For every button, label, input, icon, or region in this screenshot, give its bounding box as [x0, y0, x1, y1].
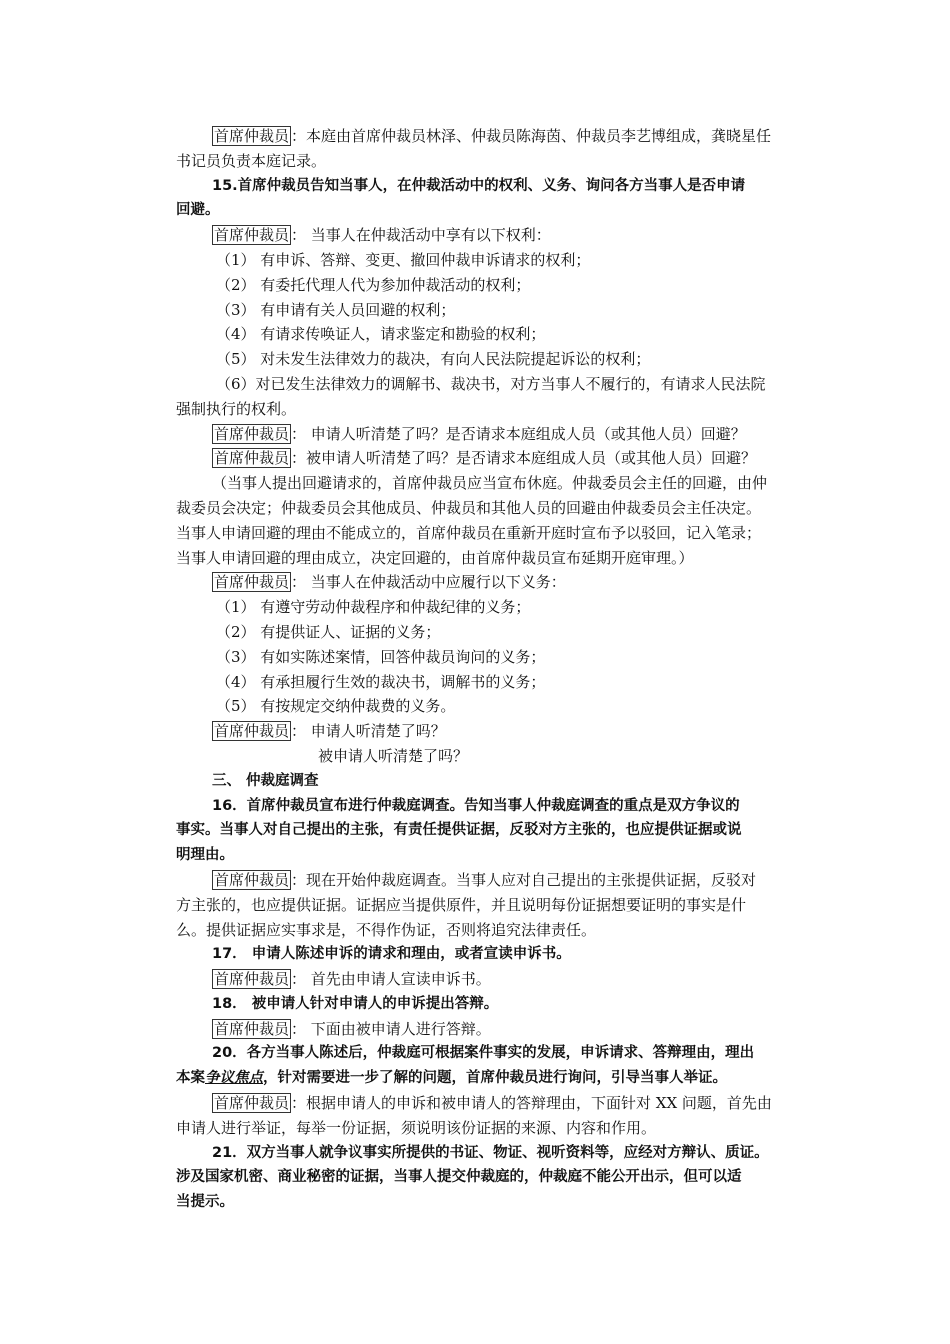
statement-line: 首席仲裁员 ： 申请人听清楚了吗？ [214, 722, 446, 741]
role-label: 首席仲裁员 [214, 1094, 290, 1113]
heading-20: 20．各方当事人陈述后，仲裁庭可根据案件事实的发展，申诉请求、答辩理由，理出 [212, 1045, 755, 1062]
role-label: 首席仲裁员 [214, 573, 290, 592]
statement-line: 首席仲裁员 ： 下面由被申请人进行答辩。 [214, 1019, 491, 1038]
role-label: 首席仲裁员 [214, 870, 290, 889]
heading-15-cont: 回避。 [176, 202, 220, 219]
note-line: 裁委员会决定；仲裁委员会其他成员、仲裁员和其他人员的回避由仲裁委员会主任决定。 [176, 498, 762, 517]
heading-17: 17． 申请人陈述申诉的请求和理由，或者宣读申诉书。 [212, 946, 571, 963]
statement-line: 首席仲裁员 ：根据申请人的申诉和被申请人的答辩理由，下面针对 XX 问题，首先由 [214, 1094, 772, 1113]
list-item: （4） 有请求传唤证人，请求鉴定和勘验的权利； [216, 325, 546, 344]
heading-16: 16．首席仲裁员宣布进行仲裁庭调查。告知当事人仲裁庭调查的重点是双方争议的 [212, 797, 740, 814]
statement-line: 书记员负责本庭记录。 [176, 151, 327, 170]
keyword-dispute-focus: 争议焦点 [205, 1070, 263, 1087]
list-item: （4） 有承担履行生效的裁决书，调解书的义务； [216, 672, 546, 691]
statement-line: 首席仲裁员 ： 申请人听清楚了吗？是否请求本庭组成人员（或其他人员）回避？ [214, 424, 746, 443]
statement-line: 方主张的，也应提供证据。证据应当提供原件，并且说明每份证据想要证明的事实是什 [176, 895, 747, 914]
list-item: （1） 有申诉、答辩、变更、撤回仲裁申诉请求的权利； [216, 250, 591, 269]
list-item: （3） 有申请有关人员回避的权利； [216, 300, 456, 319]
heading-16-cont: 事实。当事人对自己提出的主张，有责任提供证据，反驳对方主张的，也应提供证据或说 [176, 822, 742, 839]
statement-line: 首席仲裁员 ： 首先由申请人宣读申诉书。 [214, 970, 491, 989]
statement-line: 么。提供证据应实事求是，不得作伪证，否则将追究法律责任。 [176, 920, 597, 939]
list-item: （2） 有提供证人、证据的义务； [216, 622, 441, 641]
statement-line: 被申请人听清楚了吗？ [318, 746, 469, 765]
statement-line: 首席仲裁员 ：现在开始仲裁庭调查。当事人应对自己提出的主张提供证据，反驳对 [214, 870, 757, 889]
role-label: 首席仲裁员 [214, 449, 290, 468]
heading-20-cont: 本案争议焦点，针对需要进一步了解的问题，首席仲裁员进行询问，引导当事人举证。 [176, 1070, 727, 1087]
role-label: 首席仲裁员 [214, 424, 290, 443]
list-item: （5） 有按规定交纳仲裁费的义务。 [216, 697, 456, 716]
role-label: 首席仲裁员 [214, 127, 290, 145]
note-line: （当事人提出回避请求的，首席仲裁员应当宣布休庭。仲裁委员会主任的回避，由仲 [212, 474, 768, 493]
statement-line: 首席仲裁员 ：本庭由首席仲裁员林泽、仲裁员陈海茵、仲裁员李艺博组成，龚晓星任 [214, 127, 772, 145]
list-item: （5） 对未发生法律效力的裁决，有向人民法院提起诉讼的权利； [216, 350, 651, 369]
rights-intro: 首席仲裁员 ： 当事人在仲裁活动中享有以下权利： [214, 226, 551, 245]
document-body [176, 124, 816, 1215]
heading-21-cont: 当提示。 [176, 1194, 234, 1211]
statement-line: 申请人进行举证，每举一份证据，须说明该份证据的来源、内容和作用。 [176, 1118, 657, 1137]
list-item-cont: 强制执行的权利。 [176, 399, 297, 418]
note-line: 当事人申请回避的理由成立，决定回避的，由首席仲裁员宣布延期开庭审理。） [176, 548, 694, 567]
role-label: 首席仲裁员 [214, 970, 290, 989]
role-label: 首席仲裁员 [214, 722, 290, 741]
heading-18: 18． 被申请人针对申请人的申诉提出答辩。 [212, 995, 499, 1012]
note-line: 当事人申请回避的理由不能成立的，首席仲裁员在重新开庭时宣布予以驳回，记入笔录； [176, 523, 762, 542]
list-item: （2） 有委托代理人代为参加仲裁活动的权利； [216, 275, 531, 294]
heading-16-cont: 明理由。 [176, 847, 234, 864]
heading-15: 15.首席仲裁员告知当事人，在仲裁活动中的权利、义务、询问各方当事人是否申请 [212, 177, 746, 194]
list-item: （1） 有遵守劳动仲裁程序和仲裁纪律的义务； [216, 598, 531, 617]
heading-21-cont: 涉及国家机密、商业秘密的证据，当事人提交仲裁庭的，仲裁庭不能公开出示，但可以适 [176, 1169, 742, 1186]
section-heading: 三、 仲裁庭调查 [212, 772, 319, 789]
statement-line: 首席仲裁员 ：被申请人听清楚了吗？是否请求本庭组成人员（或其他人员）回避？ [214, 449, 757, 468]
heading-21: 21．双方当事人就争议事实所提供的书证、物证、视听资料等，应经对方辩认、质证。 [212, 1144, 769, 1161]
role-label: 首席仲裁员 [214, 1019, 290, 1038]
list-item: （3） 有如实陈述案情，回答仲裁员询问的义务； [216, 647, 546, 666]
list-item: （6）对已发生法律效力的调解书、裁决书，对方当事人不履行的，有请求人民法院 [216, 374, 766, 393]
role-label: 首席仲裁员 [214, 226, 290, 245]
duties-intro: 首席仲裁员 ： 当事人在仲裁活动中应履行以下义务： [214, 573, 566, 592]
